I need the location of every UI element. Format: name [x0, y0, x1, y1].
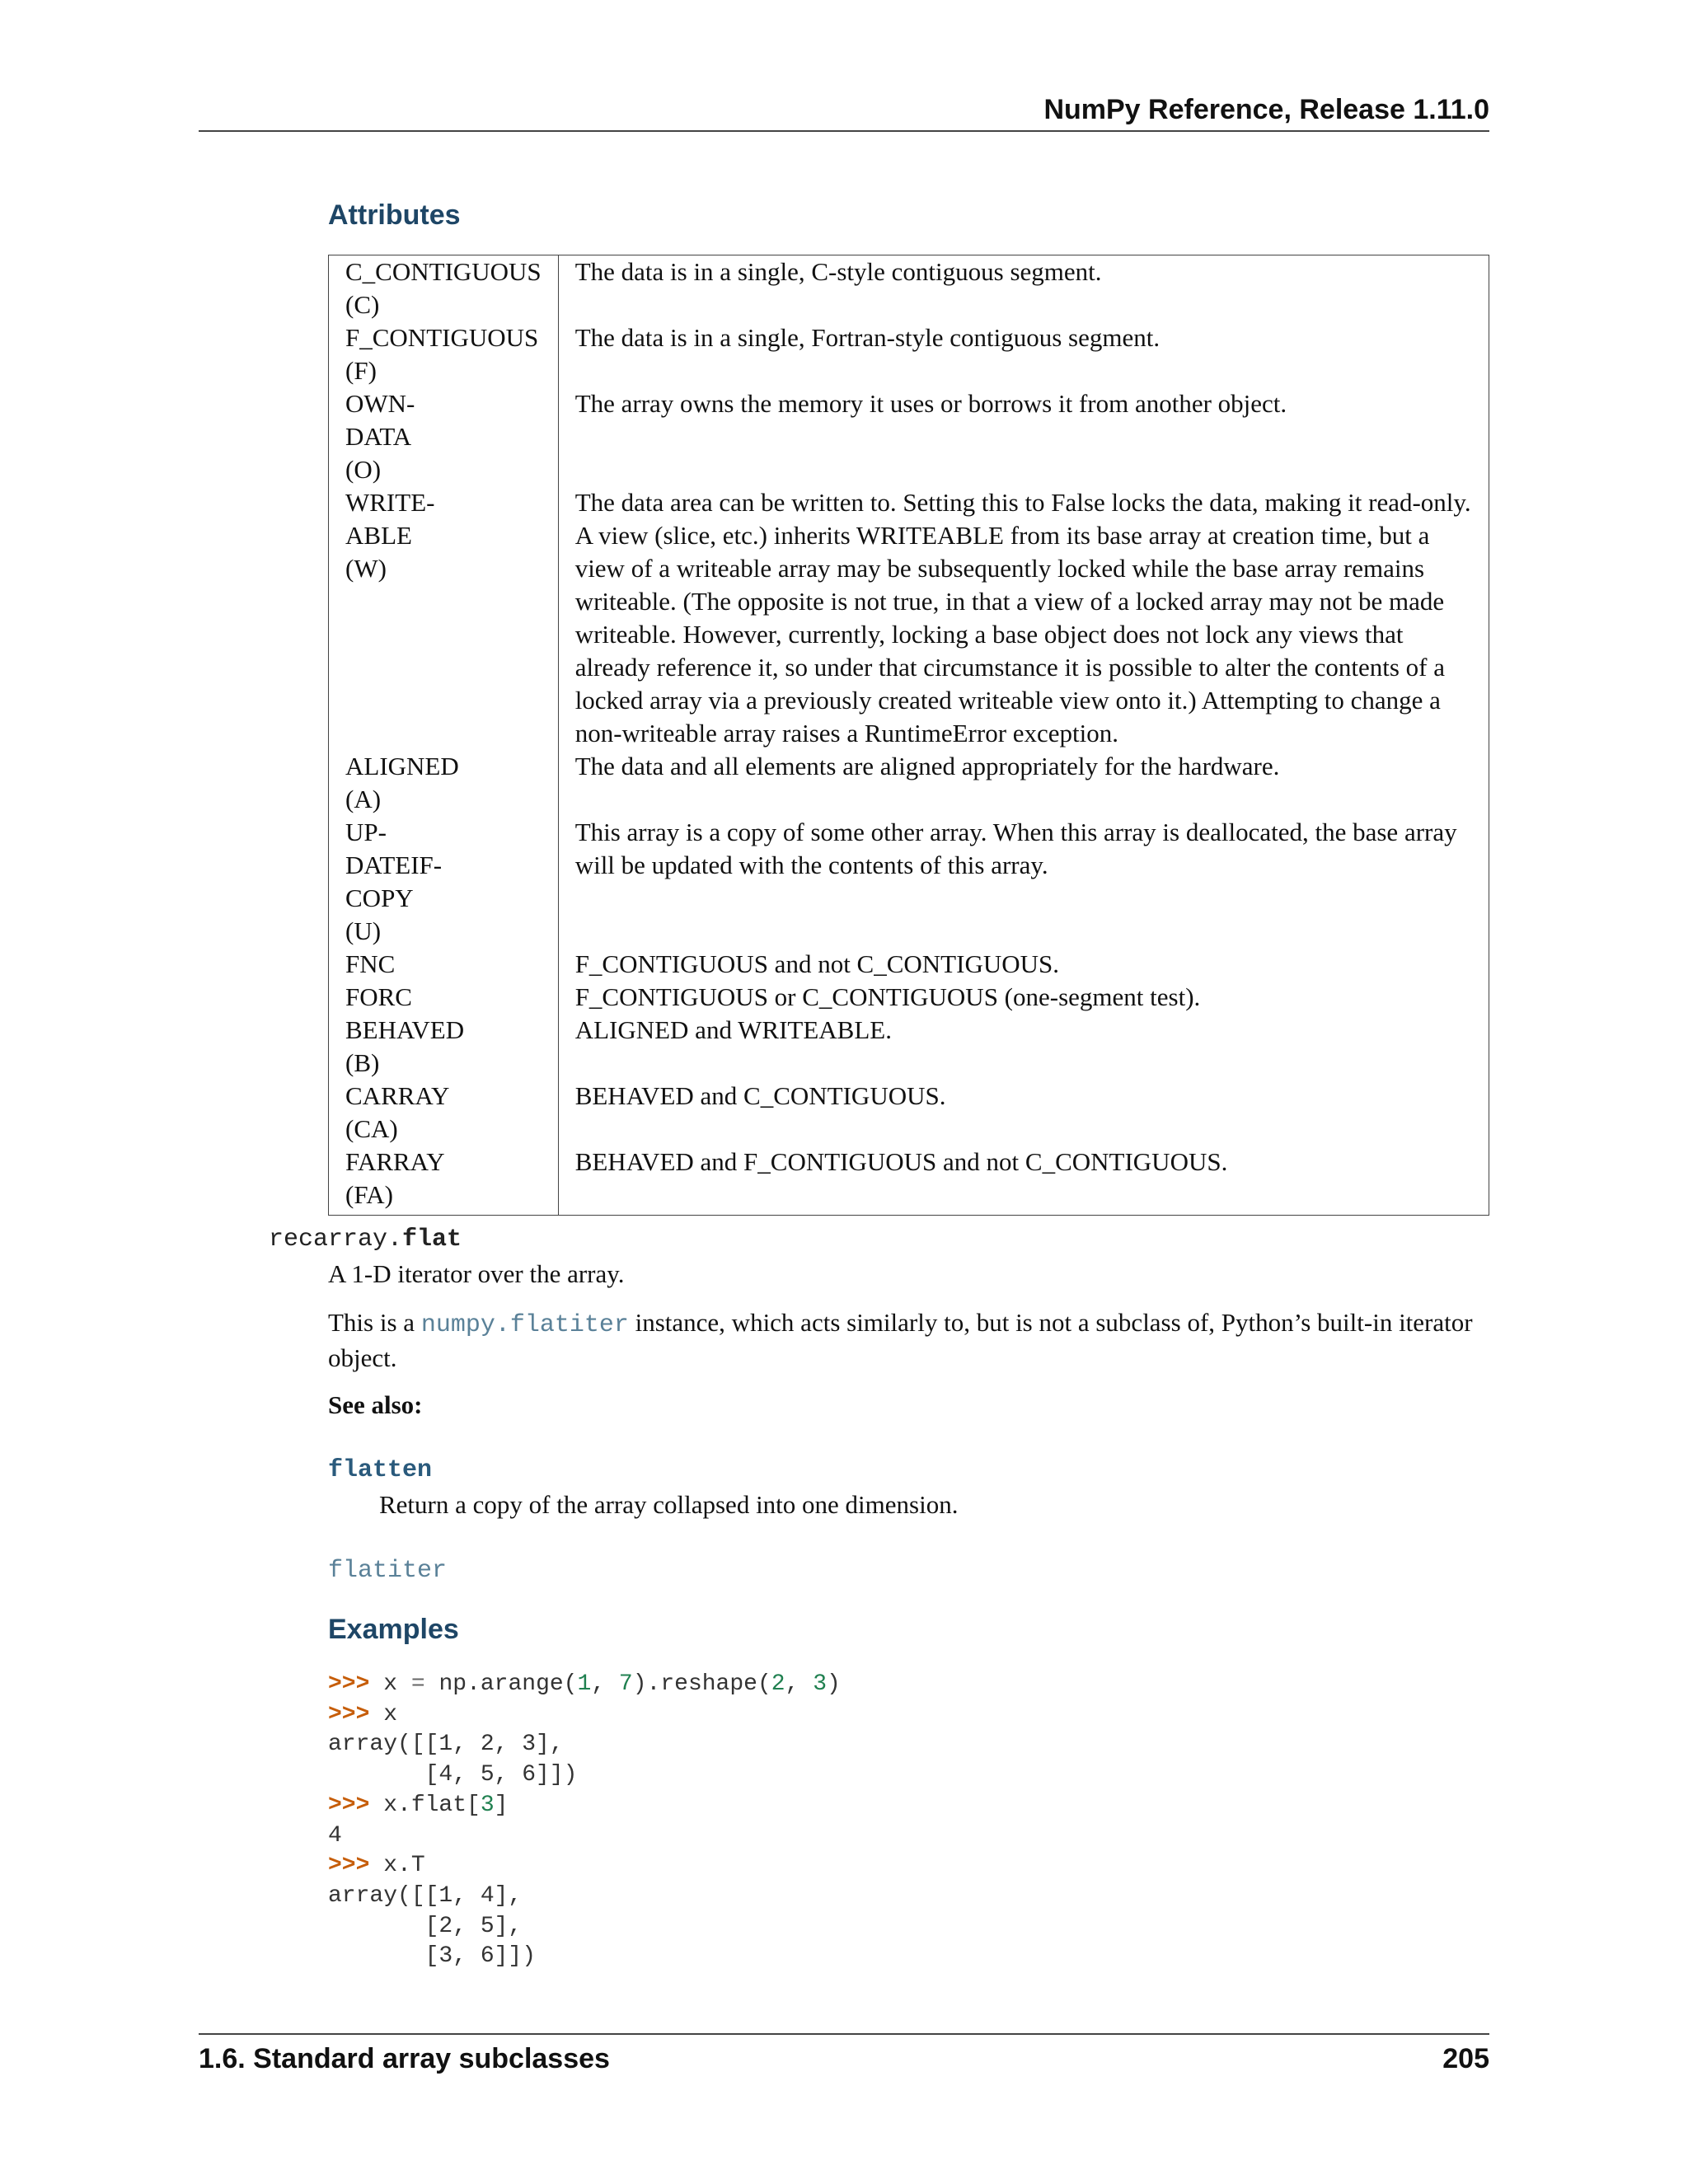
attribute-row: [329, 255, 1489, 322]
desc-text-before: This is a: [328, 1308, 421, 1337]
attribute-description: The data and all elements are aligned appropriately for the hardware.: [574, 752, 1280, 780]
attribute-name: F_CONTIGUOUS (F): [329, 321, 559, 387]
signature-prefix: recarray.: [269, 1226, 403, 1254]
desc-text-after: instance, which acts similarly to, but is not a subclass of, Python’s built-in iterator object.: [328, 1308, 1473, 1372]
attribute-row: [329, 387, 1489, 486]
page-header: [199, 94, 1489, 132]
attribute-description: The data area can be written to. Setting this to False locks the data, making it read-only. A view (slice, etc.) inherits WRITEABLE from its base array at creation time, but a view of a writeable array may be subsequently locked while the base array remains writeable. (The opposite is not true, in that a view of a locked array may not be made writeable. However, currently, locking a base object does not lock any views that already reference it, so under that circumstance it is possible to alter the contents of a locked array via a previously created writeable view onto it.) Attempting to change a non-writeable array raises a RuntimeError exception.: [574, 488, 1471, 748]
attribute-description: F_CONTIGUOUS and not C_CONTIGUOUS.: [574, 949, 1059, 978]
attribute-row: [329, 750, 1489, 816]
flat-description: [328, 1306, 1492, 1375]
attribute-row: [329, 816, 1489, 948]
attribute-description: The data is in a single, C-style contiguous segment.: [574, 257, 1102, 286]
attribute-description: BEHAVED and C_CONTIGUOUS.: [574, 1081, 946, 1110]
signature-name: flat: [402, 1226, 462, 1254]
attribute-name: BEHAVED (B): [329, 1014, 559, 1080]
flat-summary: A 1-D iterator over the array.: [328, 1259, 625, 1288]
attributes-table: [328, 255, 1489, 1216]
flatiter-link[interactable]: flatiter: [328, 1557, 448, 1585]
attribute-row: [329, 486, 1489, 750]
attribute-description: ALIGNED and WRITEABLE.: [574, 1015, 892, 1044]
flatten-link[interactable]: flatten: [328, 1456, 433, 1484]
footer-rule: [199, 2033, 1489, 2035]
attribute-row: [329, 1014, 1489, 1080]
flat-signature: [269, 1226, 462, 1254]
attribute-name: OWN- DATA (O): [329, 387, 559, 486]
running-title: NumPy Reference, Release 1.11.0: [1043, 94, 1489, 125]
attribute-description: F_CONTIGUOUS or C_CONTIGUOUS (one-segment test).: [574, 982, 1201, 1011]
attribute-row: [329, 1080, 1489, 1146]
attribute-row: [329, 321, 1489, 387]
attribute-name: C_CONTIGUOUS (C): [329, 255, 559, 322]
attribute-row: [329, 981, 1489, 1014]
attribute-name: FNC: [329, 948, 559, 981]
attribute-name: WRITE- ABLE (W): [329, 486, 559, 750]
attribute-name: FORC: [329, 981, 559, 1014]
attribute-description: BEHAVED and F_CONTIGUOUS and not C_CONTIGUOUS.: [574, 1147, 1228, 1176]
attributes-heading: Attributes: [328, 199, 461, 231]
see-also-label: See also:: [328, 1390, 423, 1419]
attribute-description: The data is in a single, Fortran-style contiguous segment.: [574, 323, 1160, 352]
footer-section: 1.6. Standard array subclasses: [199, 2043, 610, 2074]
examples-heading: Examples: [328, 1614, 459, 1645]
attribute-name: CARRAY (CA): [329, 1080, 559, 1146]
attribute-row: [329, 948, 1489, 981]
attribute-description: This array is a copy of some other array. When this array is deallocated, the base array will be updated with the contents of this array.: [574, 818, 1457, 879]
flatten-description: Return a copy of the array collapsed into one dimension.: [379, 1490, 959, 1519]
attribute-name: UP- DATEIF- COPY (U): [329, 816, 559, 948]
attribute-name: ALIGNED (A): [329, 750, 559, 816]
footer-page-number: 205: [1442, 2043, 1489, 2074]
attribute-row: [329, 1146, 1489, 1216]
attribute-description: The array owns the memory it uses or borrows it from another object.: [574, 389, 1287, 418]
example-code-block: >>> x = np.arange(1, 7).reshape(2, 3) >>> x array([[1, 2, 3], [4, 5, 6]]) >>> x.flat[3] 4 >>> x.T array([[1, 4], [2, 5], [3, 6]]): [328, 1671, 841, 1970]
numpy-flatiter-link[interactable]: numpy.flatiter: [420, 1311, 629, 1339]
attribute-name: FARRAY (FA): [329, 1146, 559, 1216]
